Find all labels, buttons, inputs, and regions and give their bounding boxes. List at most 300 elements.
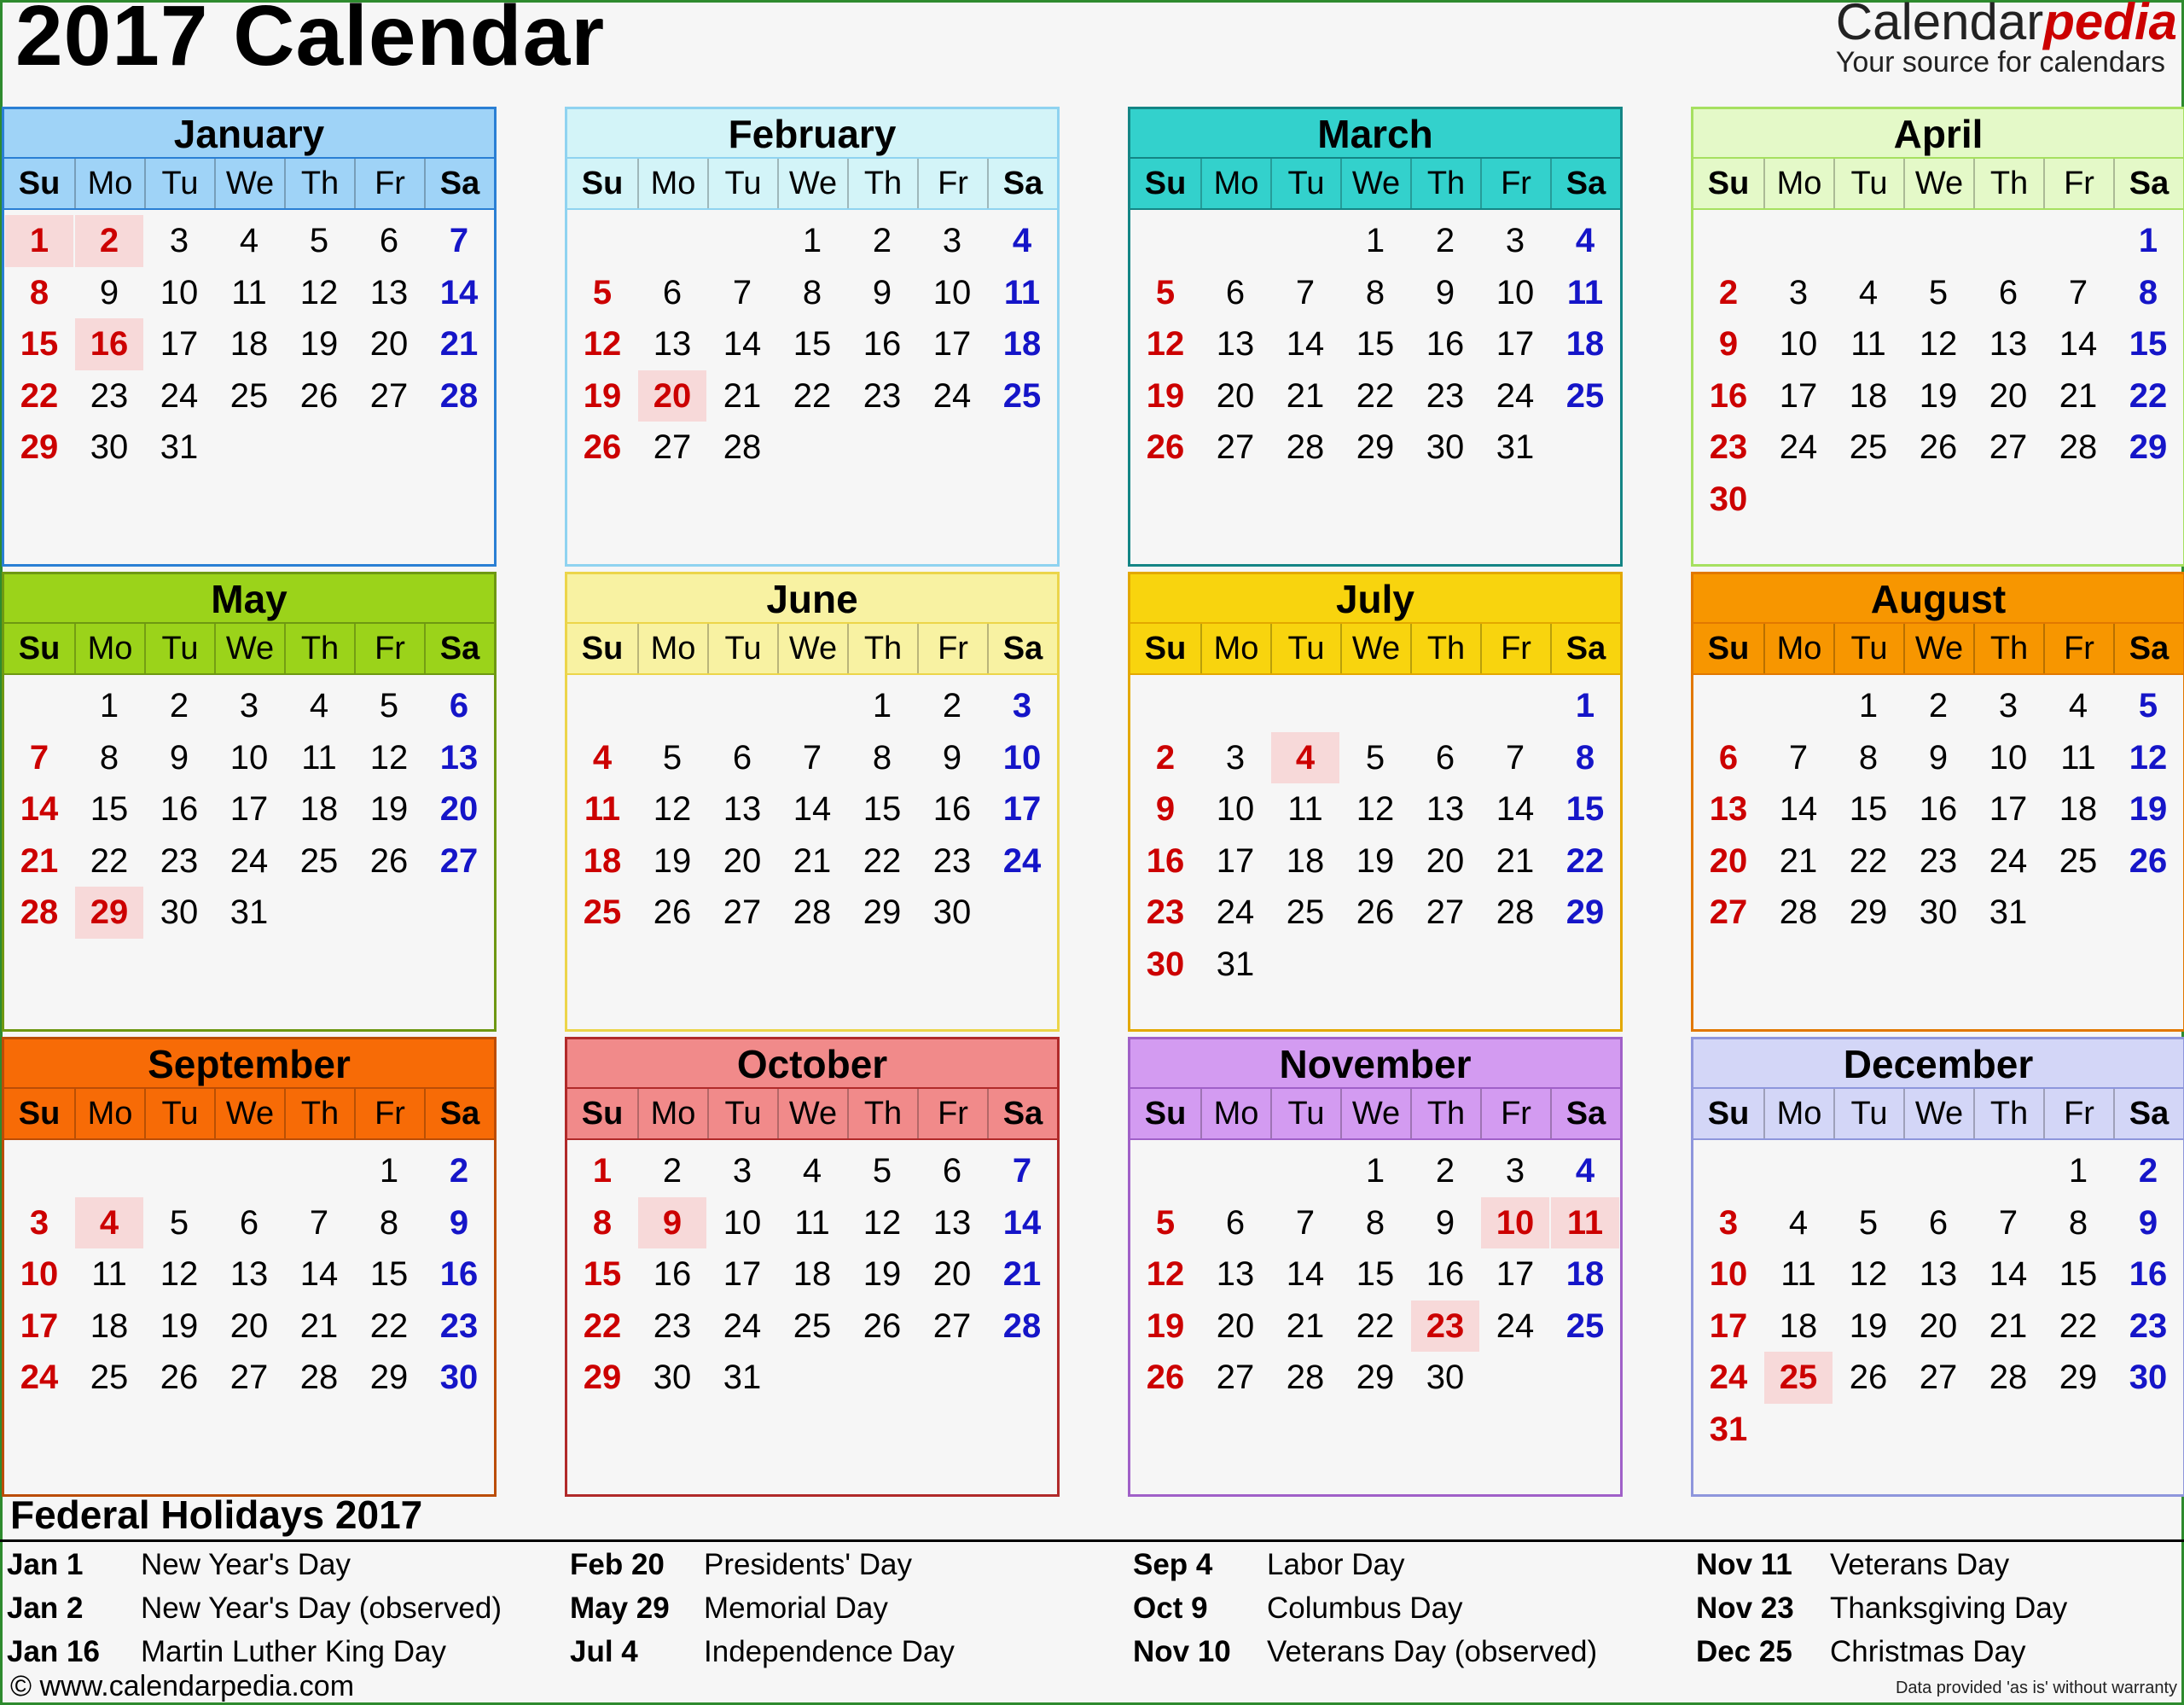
- weekday-label: Sa: [987, 624, 1057, 673]
- weekday-label: Sa: [424, 624, 494, 673]
- day-cell: 27: [439, 841, 479, 880]
- weekday-label: Th: [847, 624, 917, 673]
- day-cell: 21: [1002, 1255, 1042, 1293]
- day-cell: 26: [583, 428, 622, 466]
- day-cell: 14: [2059, 325, 2098, 363]
- holiday-name: Presidents' Day: [704, 1548, 913, 1581]
- day-cell: 2: [169, 687, 189, 724]
- day-cell: 7: [1998, 1203, 2018, 1242]
- month-july: [1128, 572, 1623, 1032]
- day-cell: 16: [1709, 376, 1748, 415]
- day-cell: 17: [932, 325, 972, 363]
- weekday-label: Su: [1707, 1096, 1750, 1132]
- empty-cell: [1271, 1145, 1339, 1197]
- day-cell: 2: [662, 1152, 682, 1190]
- day-cell: 11: [1003, 273, 1041, 311]
- day-cell: 15: [2059, 1255, 2098, 1293]
- holidays-title: Federal Holidays 2017: [10, 1493, 423, 1537]
- weekday-label: Su: [1144, 631, 1187, 666]
- day-cell: 18: [1286, 841, 1325, 880]
- day-cell: 24: [1496, 376, 1535, 415]
- day-cell: 26: [299, 376, 339, 415]
- weekday-label: Fr: [2043, 159, 2113, 208]
- day-cell: 23: [932, 841, 972, 880]
- day-cell: 11: [1850, 325, 1886, 363]
- holiday-name: Veterans Day: [1830, 1548, 2010, 1581]
- day-cell: 4: [1271, 732, 1339, 784]
- day-cell: 22: [2059, 1306, 2098, 1345]
- empty-cell: [1694, 1145, 1763, 1197]
- day-cell: 16: [160, 790, 199, 828]
- days-grid: [1693, 210, 2183, 564]
- weekday-label: Tu: [144, 159, 214, 208]
- day-cell: 19: [299, 325, 339, 363]
- day-cell: 1: [1575, 687, 1595, 724]
- day-cell: 25: [2059, 841, 2098, 880]
- weekday-label: Tu: [707, 624, 777, 673]
- day-cell: 15: [1356, 325, 1395, 363]
- weekday-label: Sa: [2113, 624, 2183, 673]
- day-cell: 14: [1779, 790, 1818, 828]
- day-cell: 25: [299, 841, 339, 880]
- weekday-label: Mo: [1763, 624, 1833, 673]
- holidays-column: [0, 1543, 546, 1673]
- day-cell: 12: [1356, 790, 1395, 828]
- weekday-label: Fr: [2043, 1089, 2113, 1138]
- day-cell: 26: [160, 1359, 199, 1396]
- month-name: November: [1130, 1039, 1620, 1089]
- weekday-label: Tu: [1270, 1089, 1340, 1138]
- footer-note: Data provided 'as is' without warranty: [1895, 1679, 2177, 1697]
- day-cell: 8: [2138, 273, 2158, 311]
- day-cell: 7: [1295, 273, 1316, 311]
- day-cell: 26: [863, 1306, 902, 1345]
- day-cell: 16: [863, 325, 902, 363]
- day-cell: 24: [1002, 841, 1042, 880]
- days-grid: [567, 210, 1057, 564]
- day-cell: 9: [1155, 790, 1176, 828]
- day-cell: 20: [229, 1306, 269, 1345]
- day-cell: 12: [1849, 1255, 1888, 1293]
- day-cell: 20: [1426, 841, 1465, 880]
- holiday-row: [0, 1586, 546, 1630]
- day-cell: 9: [638, 1197, 706, 1249]
- weekday-label: Tu: [707, 1089, 777, 1138]
- day-cell: 6: [942, 1152, 962, 1190]
- day-cell: 1: [2068, 1152, 2088, 1190]
- day-cell: 8: [592, 1203, 613, 1242]
- day-cell: 4: [1575, 1152, 1595, 1190]
- holiday-name: Martin Luther King Day: [141, 1635, 446, 1668]
- day-cell: 22: [1356, 1306, 1395, 1345]
- day-cell: 21: [299, 1306, 339, 1345]
- day-cell: 29: [1356, 428, 1395, 466]
- day-cell: 13: [932, 1203, 972, 1242]
- day-cell: 24: [20, 1359, 59, 1396]
- day-cell: 15: [20, 325, 59, 363]
- holidays-column: [1126, 1543, 1672, 1673]
- weekday-label: We: [1903, 624, 1973, 673]
- day-cell: 31: [1989, 893, 2028, 931]
- day-cell: 18: [1565, 325, 1605, 363]
- month-name: December: [1693, 1039, 2183, 1089]
- day-cell: 6: [1225, 1203, 1246, 1242]
- day-cell: 19: [1356, 841, 1395, 880]
- day-cell: 2: [872, 222, 892, 259]
- day-cell: 17: [1002, 790, 1042, 828]
- empty-cell: [1131, 680, 1199, 732]
- weekday-label: Mo: [74, 159, 144, 208]
- day-cell: 22: [2129, 376, 2168, 415]
- weekday-header: [4, 624, 494, 675]
- day-cell: 15: [583, 1255, 622, 1293]
- day-cell: 10: [1002, 738, 1042, 777]
- empty-cell: [1481, 680, 1549, 732]
- day-cell: 22: [90, 841, 129, 880]
- weekday-label: Th: [284, 1089, 354, 1138]
- month-october: [565, 1037, 1060, 1497]
- day-cell: 31: [229, 893, 269, 931]
- day-cell: 24: [1496, 1306, 1535, 1345]
- day-cell: 8: [1858, 738, 1879, 777]
- day-cell: 5: [1155, 273, 1176, 311]
- day-cell: 9: [99, 273, 119, 311]
- day-cell: 28: [1286, 428, 1325, 466]
- day-cell: 28: [439, 376, 479, 415]
- day-cell: 11: [91, 1255, 127, 1293]
- weekday-label: We: [1340, 624, 1410, 673]
- day-cell: 29: [75, 887, 143, 939]
- day-cell: 4: [1858, 273, 1879, 311]
- empty-cell: [568, 215, 636, 267]
- weekday-label: We: [777, 624, 847, 673]
- days-grid: [4, 210, 494, 564]
- brand-logo: [1836, 0, 2177, 79]
- day-cell: 10: [1496, 273, 1535, 311]
- day-cell: 29: [2129, 428, 2168, 466]
- day-cell: 3: [239, 687, 259, 724]
- day-cell: 26: [1146, 428, 1185, 466]
- day-cell: 7: [802, 738, 822, 777]
- day-cell: 15: [1356, 1255, 1395, 1293]
- day-cell: 3: [1225, 738, 1246, 777]
- holiday-row: [563, 1586, 1109, 1630]
- day-cell: 29: [20, 428, 59, 466]
- day-cell: 10: [723, 1203, 762, 1242]
- day-cell: 20: [1989, 376, 2028, 415]
- day-cell: 7: [1012, 1152, 1032, 1190]
- weekday-label: Mo: [1763, 1089, 1833, 1138]
- weekday-label: Su: [581, 1096, 624, 1132]
- day-cell: 29: [2059, 1359, 2098, 1396]
- day-cell: 19: [1146, 376, 1185, 415]
- weekday-label: Su: [581, 631, 624, 666]
- day-cell: 26: [1146, 1359, 1185, 1396]
- day-cell: 14: [723, 325, 762, 363]
- day-cell: 5: [1365, 738, 1385, 777]
- day-cell: 3: [1505, 1152, 1525, 1190]
- day-cell: 5: [592, 273, 613, 311]
- day-cell: 9: [872, 273, 892, 311]
- weekday-header: [567, 624, 1057, 675]
- day-cell: 9: [449, 1203, 469, 1242]
- day-cell: 8: [1575, 738, 1595, 777]
- weekday-label: Mo: [74, 1089, 144, 1138]
- brand-name-accent: pedia: [2043, 0, 2177, 50]
- days-grid: [1693, 1140, 2183, 1494]
- day-cell: 16: [75, 318, 143, 370]
- day-cell: 1: [2138, 222, 2158, 259]
- day-cell: 11: [1566, 273, 1604, 311]
- day-cell: 7: [449, 222, 469, 259]
- day-cell: 24: [1779, 428, 1818, 466]
- month-april: [1691, 107, 2184, 567]
- holiday-name: Independence Day: [704, 1635, 955, 1668]
- weekday-label: Tu: [707, 159, 777, 208]
- day-cell: 12: [1919, 325, 1958, 363]
- day-cell: 25: [1565, 1306, 1605, 1345]
- day-cell: 25: [1849, 428, 1888, 466]
- day-cell: 20: [723, 841, 762, 880]
- weekday-label: Th: [1410, 159, 1480, 208]
- day-cell: 9: [1435, 273, 1455, 311]
- weekday-header: [4, 159, 494, 210]
- empty-cell: [1271, 680, 1339, 732]
- empty-cell: [638, 680, 706, 732]
- month-february: [565, 107, 1060, 567]
- month-name: July: [1130, 574, 1620, 624]
- day-cell: 12: [653, 790, 692, 828]
- day-cell: 6: [732, 738, 752, 777]
- day-cell: 30: [932, 893, 972, 931]
- weekday-label: Su: [18, 1096, 61, 1132]
- day-cell: 2: [449, 1152, 469, 1190]
- empty-cell: [1904, 1145, 1972, 1197]
- day-cell: 14: [20, 790, 59, 828]
- day-cell: 25: [793, 1306, 832, 1345]
- day-cell: 23: [653, 1306, 692, 1345]
- day-cell: 30: [90, 428, 129, 466]
- day-cell: 14: [1989, 1255, 2028, 1293]
- day-cell: 12: [299, 273, 339, 311]
- day-cell: 1: [802, 222, 822, 259]
- day-cell: 16: [932, 790, 972, 828]
- day-cell: 13: [1426, 790, 1465, 828]
- holiday-name: Thanksgiving Day: [1830, 1592, 2068, 1625]
- day-cell: 22: [583, 1306, 622, 1345]
- holiday-name: New Year's Day (observed): [141, 1592, 502, 1625]
- month-name: March: [1130, 109, 1620, 159]
- day-cell: 10: [1216, 790, 1255, 828]
- weekday-label: Mo: [1200, 159, 1270, 208]
- day-cell: 22: [793, 376, 832, 415]
- holiday-date: Jan 16: [7, 1635, 100, 1668]
- weekday-label: Fr: [1480, 159, 1550, 208]
- weekday-label: Tu: [144, 624, 214, 673]
- day-cell: 1: [592, 1152, 613, 1190]
- day-cell: 21: [1286, 376, 1325, 415]
- empty-cell: [145, 1145, 213, 1197]
- day-cell: 11: [584, 790, 621, 828]
- month-name: January: [4, 109, 494, 159]
- day-cell: 13: [1216, 325, 1255, 363]
- day-cell: 22: [20, 376, 59, 415]
- holiday-row: [1689, 1630, 2184, 1673]
- empty-cell: [1834, 1145, 1902, 1197]
- day-cell: 6: [379, 222, 399, 259]
- day-cell: 4: [1788, 1203, 1809, 1242]
- holiday-date: Sep 4: [1133, 1548, 1213, 1581]
- holiday-name: Columbus Day: [1267, 1592, 1463, 1625]
- weekday-header: [1693, 1089, 2183, 1140]
- day-cell: 23: [439, 1306, 479, 1345]
- day-cell: 11: [301, 738, 337, 777]
- day-cell: 24: [932, 376, 972, 415]
- day-cell: 6: [662, 273, 682, 311]
- holiday-date: Dec 25: [1696, 1635, 1792, 1668]
- day-cell: 20: [1709, 841, 1748, 880]
- day-cell: 7: [29, 738, 49, 777]
- empty-cell: [2044, 215, 2112, 267]
- day-cell: 5: [1858, 1203, 1879, 1242]
- day-cell: 23: [1919, 841, 1958, 880]
- day-cell: 7: [732, 273, 752, 311]
- weekday-label: Fr: [354, 159, 424, 208]
- day-cell: 8: [99, 738, 119, 777]
- day-cell: 27: [1989, 428, 2028, 466]
- day-cell: 10: [229, 738, 269, 777]
- weekday-label: Th: [847, 1089, 917, 1138]
- day-cell: 4: [1575, 222, 1595, 259]
- day-cell: 16: [439, 1255, 479, 1293]
- day-cell: 1: [1365, 222, 1385, 259]
- day-cell: 19: [1146, 1306, 1185, 1345]
- day-cell: 28: [723, 428, 762, 466]
- days-grid: [1130, 210, 1620, 564]
- month-name: February: [567, 109, 1057, 159]
- weekday-label: Su: [1144, 1096, 1187, 1132]
- day-cell: 27: [229, 1359, 269, 1396]
- day-cell: 18: [229, 325, 269, 363]
- days-grid: [1130, 675, 1620, 1029]
- day-cell: 10: [20, 1255, 59, 1293]
- weekday-header: [1130, 159, 1620, 210]
- day-cell: 17: [1989, 790, 2028, 828]
- empty-cell: [1271, 215, 1339, 267]
- day-cell: 26: [2129, 841, 2168, 880]
- day-cell: 17: [1216, 841, 1255, 880]
- day-cell: 14: [793, 790, 832, 828]
- empty-cell: [75, 1145, 143, 1197]
- day-cell: 7: [1788, 738, 1809, 777]
- day-cell: 22: [1849, 841, 1888, 880]
- days-grid: [567, 675, 1057, 1029]
- holiday-row: [1126, 1543, 1672, 1586]
- day-cell: 28: [793, 893, 832, 931]
- day-cell: 15: [1565, 790, 1605, 828]
- day-cell: 2: [1435, 222, 1455, 259]
- day-cell: 28: [1989, 1359, 2028, 1396]
- day-cell: 23: [1146, 893, 1185, 931]
- day-cell: 30: [1709, 480, 1748, 518]
- day-cell: 31: [160, 428, 199, 466]
- day-cell: 27: [1709, 893, 1748, 931]
- day-cell: 8: [802, 273, 822, 311]
- day-cell: 17: [1779, 376, 1818, 415]
- day-cell: 11: [2060, 738, 2096, 777]
- month-may: [2, 572, 497, 1032]
- day-cell: 15: [863, 790, 902, 828]
- month-name: April: [1693, 109, 2183, 159]
- weekday-header: [1693, 159, 2183, 210]
- day-cell: 3: [1788, 273, 1809, 311]
- day-cell: 29: [1356, 1359, 1395, 1396]
- holiday-row: [1126, 1586, 1672, 1630]
- day-cell: 30: [653, 1359, 692, 1396]
- day-cell: 21: [2059, 376, 2098, 415]
- weekday-label: We: [1340, 1089, 1410, 1138]
- weekday-header: [567, 1089, 1057, 1140]
- weekday-label: Sa: [2113, 159, 2183, 208]
- holiday-name: Labor Day: [1267, 1548, 1405, 1581]
- day-cell: 18: [1002, 325, 1042, 363]
- day-cell: 15: [90, 790, 129, 828]
- day-cell: 31: [723, 1359, 762, 1396]
- day-cell: 15: [369, 1255, 409, 1293]
- day-cell: 30: [2129, 1359, 2168, 1396]
- empty-cell: [1201, 215, 1269, 267]
- month-name: September: [4, 1039, 494, 1089]
- day-cell: 19: [583, 376, 622, 415]
- day-cell: 28: [1779, 893, 1818, 931]
- holiday-row: [563, 1630, 1109, 1673]
- day-cell: 9: [169, 738, 189, 777]
- day-cell: 18: [1849, 376, 1888, 415]
- day-cell: 22: [1356, 376, 1395, 415]
- empty-cell: [568, 680, 636, 732]
- day-cell: 25: [229, 376, 269, 415]
- weekday-label: Tu: [144, 1089, 214, 1138]
- day-cell: 19: [2129, 790, 2168, 828]
- holidays-divider: [0, 1539, 2184, 1542]
- day-cell: 23: [1709, 428, 1748, 466]
- day-cell: 9: [1928, 738, 1949, 777]
- day-cell: 18: [299, 790, 339, 828]
- weekday-label: Th: [1410, 1089, 1480, 1138]
- weekday-label: Mo: [74, 624, 144, 673]
- day-cell: 21: [1779, 841, 1818, 880]
- weekday-label: Tu: [1833, 1089, 1903, 1138]
- holiday-date: Jul 4: [570, 1635, 638, 1668]
- day-cell: 13: [229, 1255, 269, 1293]
- month-september: [2, 1037, 497, 1497]
- day-cell: 1: [1858, 687, 1879, 724]
- day-cell: 11: [231, 273, 267, 311]
- day-cell: 28: [1286, 1359, 1325, 1396]
- day-cell: 6: [1928, 1203, 1949, 1242]
- day-cell: 10: [160, 273, 199, 311]
- day-cell: 27: [1216, 1359, 1255, 1396]
- day-cell: 6: [1435, 738, 1455, 777]
- empty-cell: [708, 215, 776, 267]
- day-cell: 2: [1155, 738, 1176, 777]
- day-cell: 23: [1426, 376, 1465, 415]
- day-cell: 14: [439, 273, 479, 311]
- empty-cell: [1201, 680, 1269, 732]
- day-cell: 4: [2068, 687, 2088, 724]
- day-cell: 6: [239, 1203, 259, 1242]
- day-cell: 1: [99, 687, 119, 724]
